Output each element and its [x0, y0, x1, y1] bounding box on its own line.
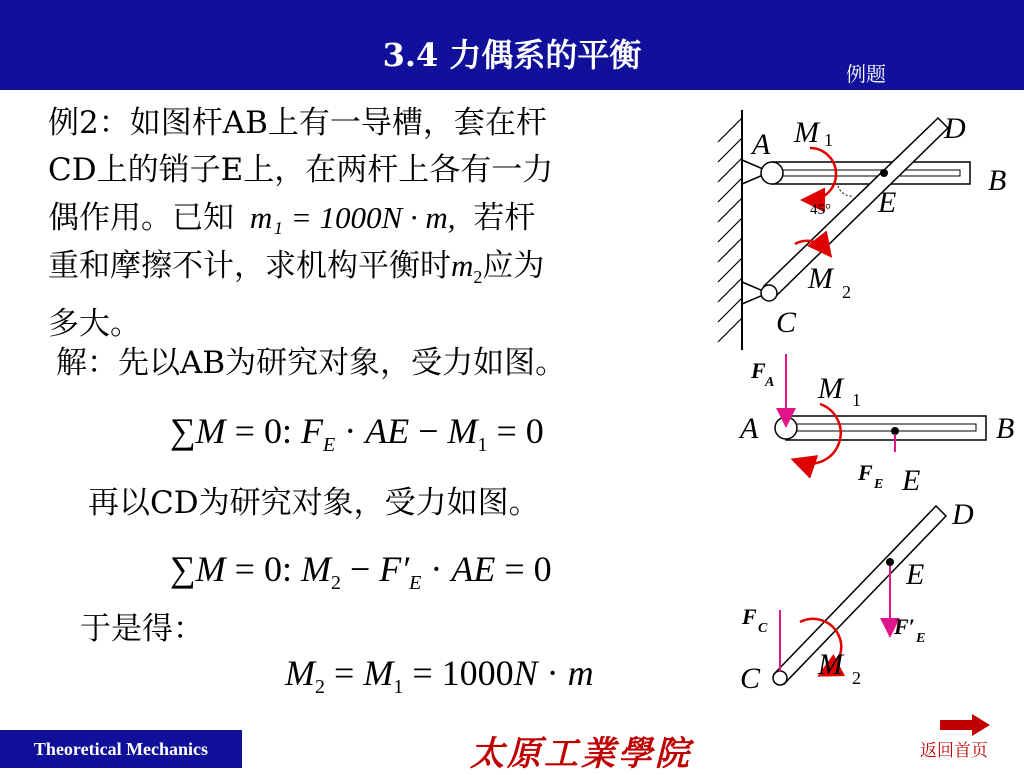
course-tag: Theoretical Mechanics: [0, 730, 242, 768]
solution-mid: 再以CD为研究对象，受力如图。: [88, 485, 540, 521]
result-text: $M_2 = M_1 = 1000N \cdot m$: [285, 653, 594, 698]
svg-text:A: A: [765, 375, 775, 390]
svg-text:M: M: [818, 648, 843, 681]
problem-line-3-text: 偶作用。已知: [48, 200, 234, 236]
svg-text:F: F: [858, 460, 873, 485]
label-angle: 45°: [810, 202, 831, 218]
section-label: 例题: [846, 62, 886, 86]
next-arrow-icon[interactable]: [940, 714, 990, 736]
problem-line-4-text: 重和摩擦不计，求机构平衡时: [48, 248, 451, 284]
svg-text:A: A: [740, 412, 759, 445]
slot: [782, 170, 960, 176]
label-d: D: [944, 112, 966, 145]
svg-text:E: E: [916, 631, 926, 646]
svg-text:C: C: [740, 662, 761, 695]
svg-text:F: F: [742, 604, 757, 629]
pin-e: [880, 169, 888, 177]
svg-text:E: E: [874, 477, 884, 492]
m2-symbol: $m_2$: [451, 248, 483, 288]
problem-line-2: CD上的销子E上，在两杆上各有一力: [48, 152, 554, 188]
solution-intro: 解：先以AB为研究对象，受力如图。: [56, 345, 567, 381]
home-link[interactable]: 返回首页: [920, 741, 988, 761]
svg-text:1: 1: [824, 130, 833, 150]
eq1-text: ∑M = 0: $F_E$ · AE − $M_1 = 0$: [170, 411, 544, 456]
svg-text:D: D: [952, 498, 974, 531]
svg-text:2: 2: [842, 282, 851, 302]
given-m1: m₁ = 1000N · m,: [249, 200, 456, 235]
svg-text:F′: F′: [894, 614, 915, 639]
problem-line-3-tail: 若杆: [473, 200, 536, 236]
problem-line-5: 多大。: [48, 306, 141, 343]
label-e: E: [878, 186, 897, 219]
svg-text:B: B: [996, 412, 1015, 445]
svg-text:1: 1: [852, 390, 861, 410]
svg-text:E: E: [902, 464, 921, 497]
svg-text:M: M: [818, 372, 843, 405]
rod-cd: [764, 118, 948, 298]
therefore-label: 于是得：: [80, 611, 204, 647]
svg-text:F: F: [751, 358, 766, 383]
problem-line-1: 例2：如图杆AB上有一导槽，套在杆: [48, 105, 547, 141]
label-m1: M: [794, 116, 819, 149]
pin-a: [761, 162, 783, 184]
svg-text:2: 2: [852, 668, 861, 688]
figure-cd-freebody: [740, 498, 974, 695]
svg-text:E: E: [906, 558, 925, 591]
figure-ab-freebody: [738, 354, 1014, 497]
figure-mechanism: [718, 110, 1006, 350]
pin-c: [761, 285, 777, 301]
problem-line-4-tail: 应为: [482, 248, 545, 284]
label-m2: M: [808, 262, 833, 295]
label-b: B: [988, 164, 1007, 197]
svg-text:C: C: [758, 621, 768, 636]
slide-title: 3.4 力偶系的平衡: [382, 36, 642, 74]
eq2-text: ∑M = 0: $M_2 - F'_E$ · AE = 0: [170, 549, 552, 594]
school-logo-text: 太原工業學院: [470, 734, 692, 774]
wall-hatching: [718, 118, 742, 342]
label-a: A: [752, 128, 771, 161]
label-c: C: [776, 306, 797, 339]
